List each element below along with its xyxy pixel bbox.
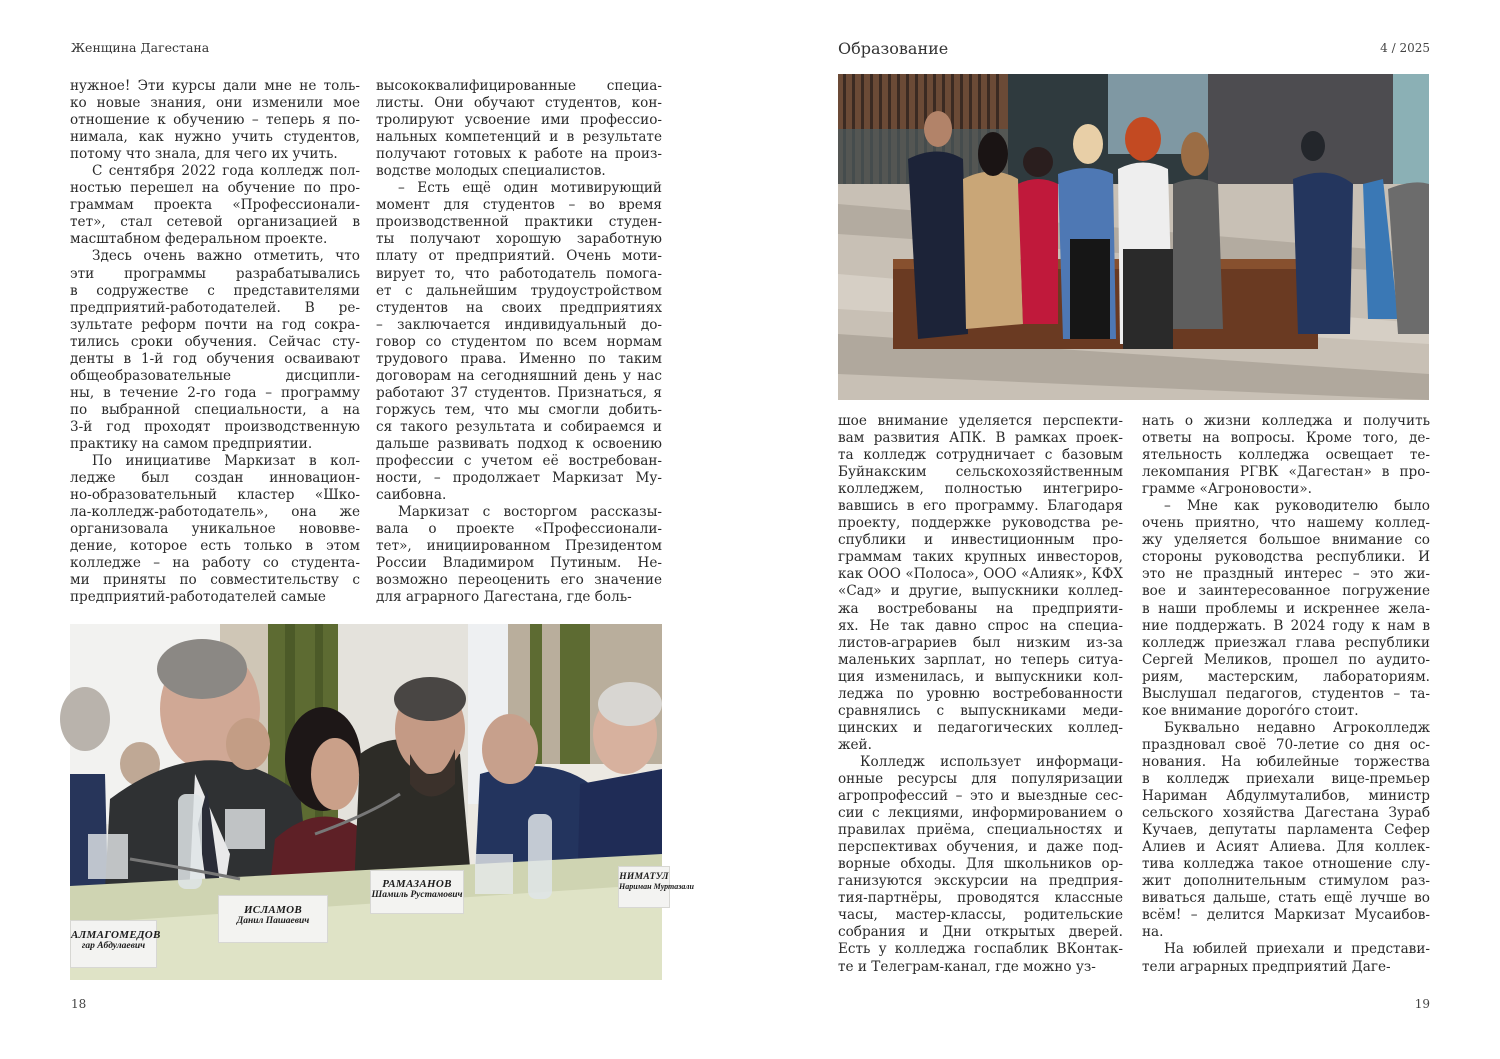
text-line: Кучаев, депутаты парламента Сефер (1142, 822, 1430, 839)
text-line: студентов на своих предприятиях (376, 299, 662, 316)
text-line: на. (1142, 924, 1164, 941)
text-line: ет с дальнейшим трудоустройством (376, 282, 662, 299)
text-line: ся такого результата и собираемся и (376, 418, 662, 435)
text-line: предприятий-работодателей. В ре- (70, 299, 360, 316)
text-line: практику на самом предприятии. (70, 435, 313, 452)
text-line: ганизуются экскурсии на предприя- (838, 873, 1123, 890)
text-line: ворные обходы. Для школьников ор- (838, 856, 1123, 873)
text-line: дение, которое есть только в этом (70, 538, 360, 555)
text-line: трудового права. Именно по таким (376, 350, 662, 367)
text-line: проекту, поддержке руководства ре- (838, 515, 1123, 532)
conference-photo (70, 624, 694, 980)
text-line: профессии с учетом её востребован- (376, 453, 662, 470)
page-number: 19 (1414, 997, 1430, 1011)
text-line: Сергей Меликов, прошел по аудито- (1142, 651, 1430, 668)
text-line: в наши проблемы и искреннее жела- (1142, 600, 1430, 617)
text-line: Колледж использует информаци- (860, 753, 1123, 770)
text-line: вое и заинтересованное погружение (1142, 583, 1430, 600)
text-line: эти программы разрабатывались (70, 265, 360, 282)
text-line: праздновал своё 70-летие со дня ос- (1142, 736, 1430, 753)
text-line: предприятий-работодателей самые (70, 589, 326, 606)
text-line: Маркизат с восторгом рассказы- (398, 504, 662, 521)
text-line: колледжем, полностью интегриро- (838, 481, 1123, 498)
running-head-section: Образование (838, 39, 949, 58)
right-page (750, 0, 1500, 1059)
issue-number: 4 / 2025 (1380, 41, 1430, 55)
nameplate: РАМАЗАНОВ Шамиль Рустамович (370, 870, 464, 914)
text-line: жу уделяется большое внимание со (1142, 532, 1430, 549)
text-line: риям, мастерским, лабораториям. (1142, 668, 1430, 685)
text-line: тролируют усвоение ими профессио- (376, 112, 662, 129)
text-line: та колледж сотрудничает с базовым (838, 447, 1123, 464)
text-line: вавшись в его программу. Благодаря (838, 498, 1123, 515)
text-line: те и Телеграм-канал, где можно уз- (838, 958, 1096, 975)
text-line: листы. Они обучают студентов, кон- (376, 95, 662, 112)
text-line: вирует то, что работодатель помога- (376, 265, 662, 282)
text-line: онные ресурсы для популяризации (838, 770, 1123, 787)
text-line: тились сроки обучения. Сейчас сту- (70, 333, 360, 350)
text-line: сельского хозяйства Дагестана Зураб (1142, 805, 1430, 822)
text-line: правилах приёма, специальностях и (838, 822, 1123, 839)
nameplate: НИМАТУЛ Нариман Муртазали (618, 866, 670, 908)
text-line: вала о проекте «Профессионали- (376, 521, 662, 538)
text-line: горжусь тем, что мы смогли добить- (376, 401, 662, 418)
text-line: общеобразовательные дисципли- (70, 367, 360, 384)
group-photo (838, 74, 1429, 400)
text-line: потому что знала, для чего их учить. (70, 146, 338, 163)
nameplate: ИСЛАМОВ Данил Пашаевич (218, 895, 328, 943)
text-line: нальных компетенций и в результате (376, 129, 662, 146)
text-line: колледже – на работу со студента- (70, 555, 360, 572)
text-line: России Владимиром Путиным. Не- (376, 555, 662, 572)
text-line: колледж приезжал глава республики (1142, 634, 1430, 651)
text-line: лекомпания РГВК «Дагестан» в про- (1142, 464, 1430, 481)
text-line: организовала уникальное нововве- (70, 521, 360, 538)
text-line: леджа по уровню востребованности (838, 685, 1123, 702)
text-line: кое внимание дорого́го стоит. (1142, 702, 1359, 719)
text-line: говор со студентом по всем нормам (376, 333, 662, 350)
text-line: – заключается индивидуальный до- (376, 316, 662, 333)
text-line: шое внимание уделяется перспекти- (838, 413, 1123, 429)
text-line: плату от предприятий. Очень моти- (376, 248, 662, 265)
text-line: тива колледжа такое отношение слу- (1142, 856, 1430, 873)
text-line: сии с лекциями, информированием о (838, 805, 1123, 822)
text-line: дальше развивать подход к освоению (376, 435, 662, 452)
text-line: денты в 1-й год обучения осваивают (70, 350, 360, 367)
text-line: ние поддержать. В 2024 году к нам в (1142, 617, 1430, 634)
text-line: производственной практики студен- (376, 214, 662, 231)
text-line: работают 37 студентов. Признаться, я (376, 384, 662, 401)
text-line: ятельность колледжа освещает те- (1142, 447, 1430, 464)
text-line: граммам проекта «Профессионали- (70, 197, 360, 214)
text-line: всём! – делится Маркизат Мусаибов- (1142, 907, 1430, 924)
article-column-4 (1142, 413, 1430, 976)
page-number: 18 (71, 997, 87, 1011)
text-line: возможно переоценить его значение (376, 572, 662, 589)
text-line: жит дополнительным стимулом раз- (1142, 873, 1430, 890)
text-line: для аграрного Дагестана, где боль- (376, 589, 632, 606)
text-line: водстве молодых специалистов. (376, 163, 606, 180)
text-line: ми приняты по совместительству с (70, 572, 360, 589)
text-line: ях. Не так давно спрос на специа- (838, 617, 1123, 634)
text-line: тет», инициированном Президентом (376, 538, 662, 555)
text-line: – Есть ещё один мотивирующий (398, 180, 662, 197)
text-line: по выбранной специальности, а на (70, 401, 360, 418)
text-line: тели аграрных предприятий Даге- (1142, 958, 1391, 975)
text-line: листов-аграриев был низким из-за (838, 634, 1123, 651)
text-line: тия-партнёры, проводятся классные (838, 890, 1123, 907)
text-line: виваться дальше, стать ещё лучше во (1142, 890, 1430, 907)
text-line: ция изменилась, и выпускники кол- (838, 668, 1123, 685)
text-line: нать о жизни колледжа и получить (1142, 413, 1430, 429)
text-line: жей. (838, 736, 872, 753)
text-line: маленьких зарплат, но теперь ситуа- (838, 651, 1123, 668)
text-line: Здесь очень важно отметить, что (92, 248, 360, 265)
group-photo-image (838, 74, 1429, 400)
text-line: зультате реформ почти на год сокра- (70, 316, 360, 333)
text-line: тет», стал сетевой организацией в (70, 214, 360, 231)
text-line: это не праздный интерес – это жи- (1142, 566, 1430, 583)
text-line: Выслушал педагогов, студентов – та- (1142, 685, 1430, 702)
article-column-3 (838, 413, 1123, 976)
text-line: отношение к обучению – теперь я по- (70, 112, 360, 129)
text-line: Буйнакским сельскохозяйственным (838, 464, 1123, 481)
text-line: жа востребованы на предприяти- (838, 600, 1123, 617)
running-head-magazine: Женщина Дагестана (71, 40, 210, 55)
text-line: нужное! Эти курсы дали мне не толь- (70, 78, 360, 94)
text-line: в колледж приехали вице-премьер (1142, 770, 1430, 787)
text-line: граммам таких крупных инвесторов, (838, 549, 1123, 566)
text-line: ко новые знания, они изменили мое (70, 95, 360, 112)
conference-photo-image (70, 624, 662, 980)
text-line: нования. На юбилейные торжества (1142, 753, 1430, 770)
text-line: агропрофессий – это и выездные сес- (838, 788, 1123, 805)
text-line: получают готовых к работе на произ- (376, 146, 662, 163)
text-line: вам развития АПК. В рамках проек- (838, 430, 1123, 447)
text-line: 3-й год проходят производственную (70, 418, 360, 435)
text-line: перспективах обучения, и даже под- (838, 839, 1123, 856)
text-line: грамме «Агроновости». (1142, 481, 1312, 498)
text-line: Нариман Абдулмуталибов, министр (1142, 788, 1430, 805)
article-column-1 (70, 78, 360, 606)
text-line: сравнялись с выпускниками меди- (838, 702, 1123, 719)
nameplate: АЛМАГОМЕДОВ гар Абдулаевич (70, 920, 157, 968)
text-line: Алиев и Асият Алиева. Для коллек- (1142, 839, 1430, 856)
text-line: часы, мастер-классы, родительские (838, 907, 1123, 924)
text-line: ностью перешел на обучение по про- (70, 180, 360, 197)
text-line: момент для студентов – во время (376, 197, 662, 214)
text-line: стороны руководства республики. И (1142, 549, 1430, 566)
text-line: цинских и педагогических коллед- (838, 719, 1123, 736)
text-line: масштабном федеральном проекте. (70, 231, 328, 248)
text-line: собрания и Дни открытых дверей. (838, 924, 1123, 941)
text-line: – Мне как руководителю было (1164, 498, 1430, 515)
text-line: саибовна. (376, 487, 447, 504)
text-line: ны, в течение 2-го года – программу (70, 384, 360, 401)
text-line: но-образовательный кластер «Шко- (70, 487, 360, 504)
text-line: ледже был создан инновацион- (70, 470, 360, 487)
text-line: ты получают хорошую заработную (376, 231, 662, 248)
text-line: очень приятно, что нашему коллед- (1142, 515, 1430, 532)
article-column-2 (376, 78, 662, 606)
text-line: Буквально недавно Агроколледж (1164, 719, 1430, 736)
text-line: высококвалифицированные специа- (376, 78, 662, 94)
text-line: С сентября 2022 года колледж пол- (92, 163, 360, 180)
text-line: Есть у колледжа госпаблик ВКонтак- (838, 941, 1123, 958)
text-line: договорам на сегодняшний день у нас (376, 367, 662, 384)
text-line: «Сад» и другие, выпускники коллед- (838, 583, 1123, 600)
text-line: в содружестве с представителями (70, 282, 360, 299)
text-line: ности, – продолжает Маркизат Му- (376, 470, 662, 487)
text-line: ответы на вопросы. Кроме того, де- (1142, 430, 1430, 447)
text-line: спублики и инвестиционным про- (838, 532, 1123, 549)
text-line: По инициативе Маркизат в кол- (92, 453, 360, 470)
text-line: нимала, как нужно учить студентов, (70, 129, 360, 146)
text-line: На юбилей приехали и представи- (1164, 941, 1430, 958)
text-line: ла-колледж-работодатель», она же (70, 504, 360, 521)
text-line: как ООО «Полоса», ООО «Алияк», КФХ (838, 566, 1123, 583)
